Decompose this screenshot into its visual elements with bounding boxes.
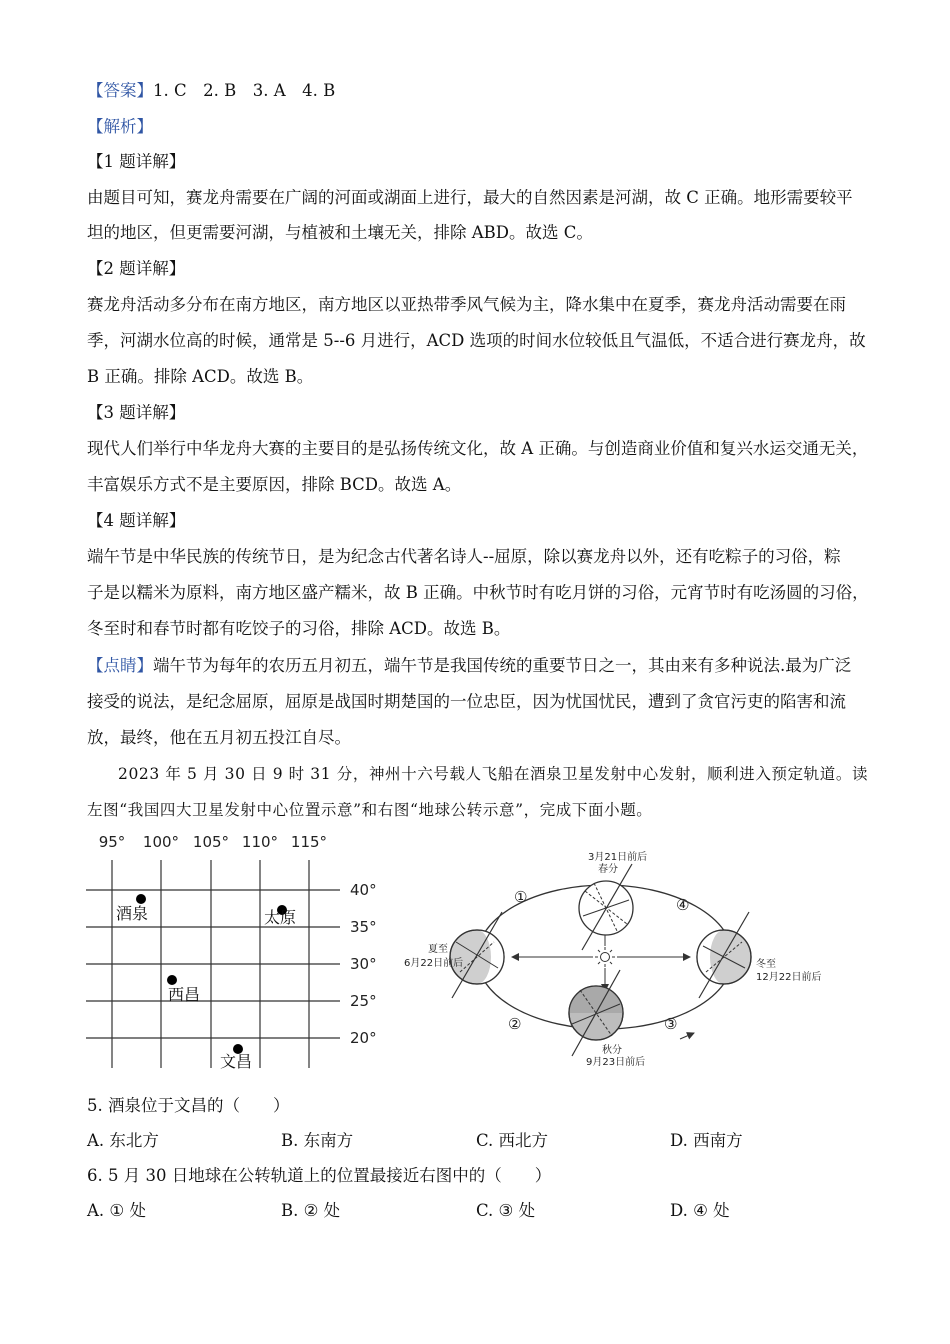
q4-line-2: 子是以糯米为原料，南方地区盛产糯米，故 B 正确。中秋节时有吃月饼的习俗，元宵节时有吃汤圆的习俗， — [87, 583, 869, 602]
earth-spring-icon — [579, 864, 633, 950]
q4-line-1: 端午节是中华民族的传统节日，是为纪念古代著名诗人--屈原，除以赛龙舟以外，还有吃粽子的习俗，粽 — [87, 547, 841, 566]
q6-stem: 6. 5 月 30 日地球在公转轨道上的位置最接近右图中的（ ） — [87, 1166, 552, 1185]
q5-option-a[interactable]: A. 东北方 — [87, 1131, 159, 1150]
lat-label-20: 20° — [350, 1029, 377, 1047]
xichang-dot — [167, 975, 177, 985]
autumn-date: 9月23日前后 — [586, 1057, 646, 1068]
lat-label-30: 30° — [350, 955, 377, 973]
q3-title: 【3 题详解】 — [87, 403, 186, 422]
marker-1: ① — [514, 888, 528, 906]
earth-summer-icon — [450, 912, 504, 998]
q5-option-c[interactable]: C. 西北方 — [476, 1131, 549, 1150]
marker-2: ② — [508, 1015, 522, 1033]
q2-title: 【2 题详解】 — [87, 259, 186, 278]
marker-4: ④ — [676, 896, 690, 914]
answer-tag: 【答案】 — [87, 81, 153, 100]
tip-line-2: 接受的说法，是纪念屈原，屈原是战国时期楚国的一位忠臣，因为忧国忧民，遭到了贪官污吏的陷害和流 — [87, 692, 846, 711]
lon-label-105: 105° — [192, 833, 230, 851]
earth-winter-icon — [697, 912, 751, 998]
tip-tag: 【点睛】 — [87, 656, 153, 675]
q1-title: 【1 题详解】 — [87, 152, 186, 171]
answer-text: 1. C 2. B 3. A 4. B — [153, 81, 336, 100]
q6-option-a[interactable]: A. ① 处 — [87, 1201, 146, 1220]
spring-label: 春分 — [598, 864, 618, 875]
summer-date: 6月22日前后 — [404, 958, 464, 969]
map-grid — [86, 860, 340, 1068]
intro-line-1: 2023 年 5 月 30 日 9 时 31 分，神州十六号载人飞船在酒泉卫星发射中心发射，顺利进入预定轨道。读 — [118, 765, 869, 783]
lon-label-100: 100° — [142, 833, 180, 851]
q4-line-3: 冬至时和春节时都有吃饺子的习俗，排除 ACD。故选 B。 — [87, 619, 511, 638]
tip-text-1: 端午节为每年的农历五月初五，端午节是我国传统的重要节日之一，其由来有多种说法.最为广泛 — [153, 656, 852, 675]
lon-label-95: 95° — [98, 833, 126, 851]
winter-label: 冬至 — [756, 959, 776, 970]
tip-line-1 — [87, 655, 851, 677]
lon-label-115: 115° — [290, 833, 328, 851]
jiuquan-label: 酒泉 — [116, 904, 149, 923]
lat-label-35: 35° — [350, 918, 377, 936]
marker-3: ③ — [664, 1015, 678, 1033]
analysis-tag: 【解析】 — [87, 117, 153, 136]
summer-label: 夏至 — [428, 944, 448, 955]
orbit-direction-arrow — [680, 1033, 694, 1039]
spring-date: 3月21日前后 — [588, 852, 648, 863]
intro-line-2: 左图“我国四大卫星发射中心位置示意”和右图“地球公转示意”，完成下面小题。 — [87, 801, 653, 819]
tip-line-3: 放，最终，他在五月初五投江自尽。 — [87, 728, 351, 747]
jiuquan-dot — [136, 894, 146, 904]
q5-option-d[interactable]: D. 西南方 — [670, 1131, 743, 1150]
q2-line-1: 赛龙舟活动多分布在南方地区，南方地区以亚热带季风气候为主，降水集中在夏季，赛龙舟活动需要在雨 — [87, 295, 846, 314]
earth-autumn-icon — [569, 970, 623, 1056]
autumn-label: 秋分 — [602, 1045, 622, 1056]
wenchang-label: 文昌 — [220, 1052, 253, 1071]
q1-line-2: 坦的地区，但更需要河湖，与植被和土壤无关，排除 ABD。故选 C。 — [87, 223, 593, 242]
q6-option-b[interactable]: B. ② 处 — [281, 1201, 341, 1220]
lon-label-110: 110° — [241, 833, 279, 851]
q5-stem: 5. 酒泉位于文昌的（ ） — [87, 1096, 290, 1115]
q6-option-c[interactable]: C. ③ 处 — [476, 1201, 536, 1220]
q3-line-1: 现代人们举行中华龙舟大赛的主要目的是弘扬传统文化，故 A 正确。与创造商业价值和复兴水运交通无关， — [87, 439, 869, 458]
q1-line-1: 由题目可知，赛龙舟需要在广阔的河面或湖面上进行，最大的自然因素是河湖，故 C 正确。地形需要较平 — [87, 188, 853, 207]
lat-label-40: 40° — [350, 881, 377, 899]
earth-revolution-diagram — [390, 846, 830, 1076]
q3-line-2: 丰富娱乐方式不是主要原因，排除 BCD。故选 A。 — [87, 475, 462, 494]
launch-center-map — [80, 828, 385, 1078]
answer-line — [87, 80, 335, 102]
q5-option-b[interactable]: B. 东南方 — [281, 1131, 354, 1150]
q6-option-d[interactable]: D. ④ 处 — [670, 1201, 730, 1220]
sun-icon — [595, 947, 615, 967]
taiyuan-label: 太原 — [264, 908, 297, 927]
q2-line-3: B 正确。排除 ACD。故选 B。 — [87, 367, 314, 386]
q2-line-2: 季，河湖水位高的时候，通常是 5--6 月进行，ACD 选项的时间水位较低且气温低，不适合进行赛龙舟，故 — [87, 331, 866, 350]
lat-label-25: 25° — [350, 992, 377, 1010]
winter-date: 12月22日前后 — [756, 972, 822, 983]
q4-title: 【4 题详解】 — [87, 511, 186, 530]
xichang-label: 西昌 — [168, 985, 201, 1004]
